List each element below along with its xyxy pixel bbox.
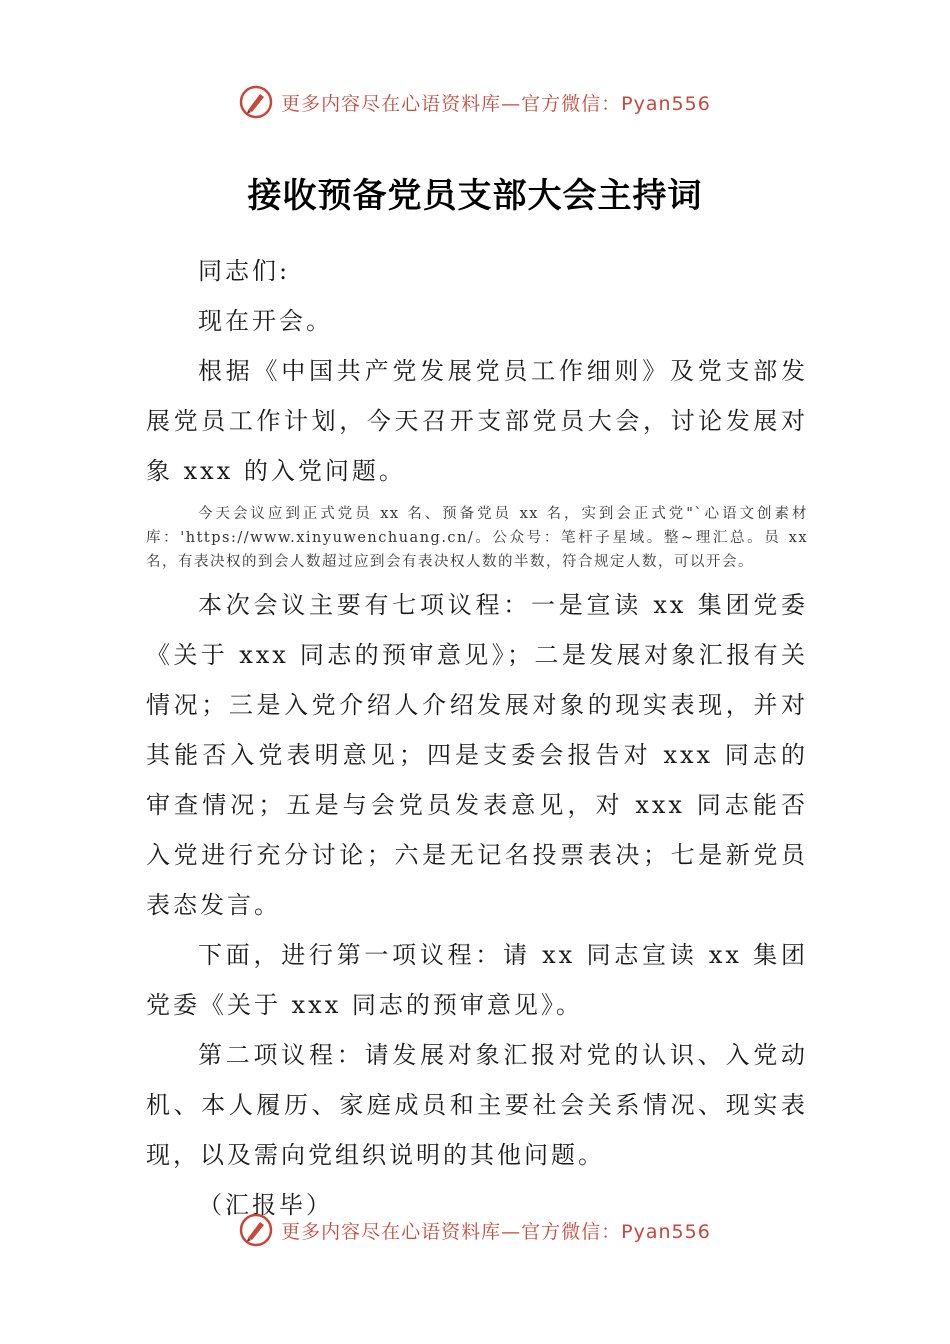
banner-wechat-text: 官方微信：Pyan556 — [521, 92, 711, 115]
paragraph-item-two: 第二项议程：请发展对象汇报对党的认识、入党动机、本人履历、家庭成员和主要社会关系情况、现实表现，以及需向党组织说明的其他问题。 — [146, 1041, 808, 1169]
banner-text — [281, 89, 711, 116]
pen-logo-icon — [239, 1213, 273, 1247]
footer-watermark-banner — [0, 1210, 950, 1250]
paragraph-report-done: （汇报毕） — [198, 1191, 333, 1219]
paragraph-basis: 根据《中国共产党发展党员工作细则》及党支部发展党员工作计划，今天召开支部党员大会，讨论发展对象 xxx 的入党问题。 — [146, 357, 808, 485]
banner-dash: — — [501, 92, 522, 115]
paragraph-opening: 现在开会。 — [198, 307, 333, 335]
paragraph-item-one: 下面，进行第一项议程：请 xx 同志宣读 xx 集团党委《关于 xxx 同志的预审意见》。 — [146, 941, 808, 1019]
banner-dash: — — [501, 1220, 522, 1243]
paragraph-attendance: 今天会议应到正式党员 xx 名、预备党员 xx 名，实到会正式党"`心语文创素材库：'https://www.xinyuwenchuang.cn/。公众号：笔杆子星域。整~理汇总。员 xx 名，有表决权的到会人数超过应到会有表决权人数的半数，符合规定人数，可以开会。 — [146, 506, 808, 570]
banner-wechat-text: 官方微信：Pyan556 — [521, 1220, 711, 1243]
banner-main-text: 更多内容尽在心语资料库 — [281, 1220, 502, 1243]
paragraph-agenda: 本次会议主要有七项议程：一是宣读 xx 集团党委《关于 xxx 同志的预审意见》；二是发展对象汇报有关情况；三是入党介绍人介绍发展对象的现实表现，并对其能否入党表明意见；四是支委会报告对 xxx 同志的审查情况；五是与会党员发表意见，对 xxx 同志能否入党进行充分讨论；六是无记名投票表决；七是新党员表态发言。 — [146, 591, 808, 919]
banner-text — [281, 1217, 711, 1244]
document-body — [146, 246, 808, 1230]
banner-main-text: 更多内容尽在心语资料库 — [281, 92, 502, 115]
pen-logo-icon — [239, 85, 273, 119]
paragraph-greeting: 同志们: — [198, 257, 291, 285]
document-title: 接收预备党员支部大会主持词 — [247, 176, 703, 216]
header-watermark-banner — [0, 82, 950, 122]
